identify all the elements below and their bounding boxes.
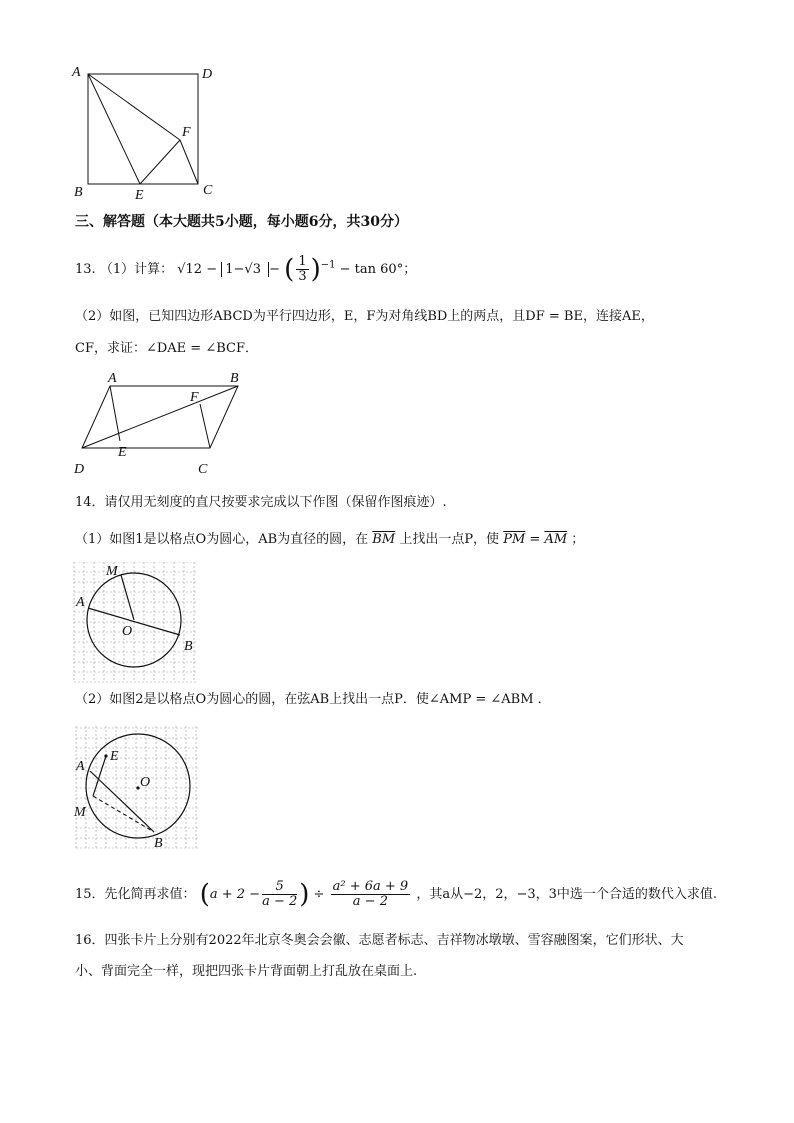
- q14-equals: =: [529, 532, 541, 547]
- q14-arc-pm: $\overline{PM}$: [503, 532, 526, 547]
- label-c: C: [203, 183, 213, 198]
- label-a: A: [76, 759, 85, 774]
- square-figure: [70, 62, 220, 202]
- label-m: M: [106, 564, 118, 579]
- label-e: E: [118, 445, 127, 460]
- parallelogram-figure: [70, 368, 255, 483]
- q13-minus2: −: [269, 262, 281, 277]
- q15-rhs-fraction: [331, 880, 411, 909]
- label-b: B: [154, 836, 163, 851]
- label-e: E: [110, 749, 119, 764]
- q13-paren-close: ): [310, 254, 321, 285]
- q15: [75, 880, 717, 909]
- q15-lhs-open: a + 2 −: [209, 887, 261, 902]
- q16-line2: 小、背面完全一样，现把四张卡片背面朝上打乱放在桌面上.: [75, 964, 418, 979]
- segment-af: [88, 74, 180, 140]
- q13-abs: [221, 262, 269, 277]
- q14-arc-am: $\overline{AM}$: [544, 532, 568, 547]
- label-o: O: [122, 624, 133, 639]
- segment-ae: [88, 74, 140, 184]
- q15-rhs-den: a − 2: [352, 894, 388, 909]
- label-a: A: [108, 371, 117, 386]
- q15-rhs-num: a² + 6a + 9: [332, 879, 409, 894]
- segment-mb: [93, 796, 154, 832]
- segment-fc: [180, 140, 198, 184]
- q13-part2-line2: CF，求证：∠DAE = ∠BCF．: [75, 341, 258, 356]
- q13-paren-open: (: [284, 254, 295, 285]
- q15-paren-close: ): [299, 879, 310, 910]
- label-f: F: [182, 125, 191, 140]
- q15-lhs-fraction: [262, 880, 297, 909]
- q13-number: 13.: [75, 262, 96, 277]
- q15-div: ÷: [313, 887, 325, 902]
- q13-part2-line1: （2）如图，已知四边形ABCD为平行四边形，E，F为对角线BD上的两点，且DF = BE，连接AE，: [75, 309, 654, 324]
- q14-part1-mid: 上找出一点P，使: [399, 532, 500, 547]
- label-e: E: [135, 188, 144, 202]
- q13-abs-content: 1−√3: [225, 262, 261, 277]
- grid-circle-figure-2: [72, 726, 207, 851]
- q13-part1-prefix: （1）计算：: [99, 262, 174, 277]
- q16-line1: 16．四张卡片上分别有2022年北京冬奥会会徽、志愿者标志、吉祥物冰墩墩、雪容融图案，它们形状、大: [75, 933, 684, 948]
- grid-circle-figure-1: [72, 562, 202, 687]
- q13-sqrt12: √12: [177, 262, 203, 277]
- label-o: O: [140, 775, 151, 790]
- label-b: B: [74, 185, 83, 200]
- q13-frac-den: 3: [298, 269, 307, 284]
- label-a: A: [72, 65, 81, 80]
- q15-lhs-den: a − 2: [262, 894, 298, 909]
- label-a: A: [76, 595, 85, 610]
- label-b: B: [184, 639, 193, 654]
- q14-arc-bm: $\overline{BM}$: [372, 532, 396, 547]
- section-title: 三、解答题（本大题共5小题，每小题6分，共30分）: [75, 214, 408, 230]
- q14-part2: （2）如图2是以格点O为圆心的圆，在弦AB上找出一点P．使∠AMP = ∠ABM ．: [75, 692, 551, 707]
- label-b: B: [230, 371, 239, 386]
- segment-ef: [140, 140, 180, 184]
- q15-paren-open: (: [199, 879, 210, 910]
- segment-cf: [200, 404, 210, 448]
- label-d: D: [74, 462, 85, 477]
- q13-minus1: −: [206, 262, 218, 277]
- segment-ae: [110, 386, 120, 441]
- q13-tail: − tan 60°；: [339, 262, 417, 277]
- label-c: C: [198, 462, 208, 477]
- q15-lhs-num: 5: [262, 880, 297, 895]
- q13-fraction: [296, 255, 308, 284]
- label-m: M: [74, 805, 86, 820]
- q15-prefix: 15．先化简再求值：: [75, 887, 196, 902]
- q13-exponent: −1: [320, 259, 336, 271]
- q14-line1: 14．请仅用无刻度的直尺按要求完成以下作图（保留作图痕迹）.: [75, 495, 447, 510]
- q15-suffix: ，其a从−2，2，−3，3中选一个合适的数代入求值.: [416, 887, 718, 902]
- q14-part1-prefix: （1）如图1是以格点O为圆心，AB为直径的圆，在: [75, 532, 369, 547]
- label-d: D: [202, 67, 213, 82]
- q13-part1: [75, 255, 416, 284]
- q14-part1-end: ；: [571, 532, 585, 547]
- q14-part1: [75, 531, 584, 549]
- q13-frac-num: 1: [298, 254, 307, 269]
- label-f: F: [190, 390, 199, 405]
